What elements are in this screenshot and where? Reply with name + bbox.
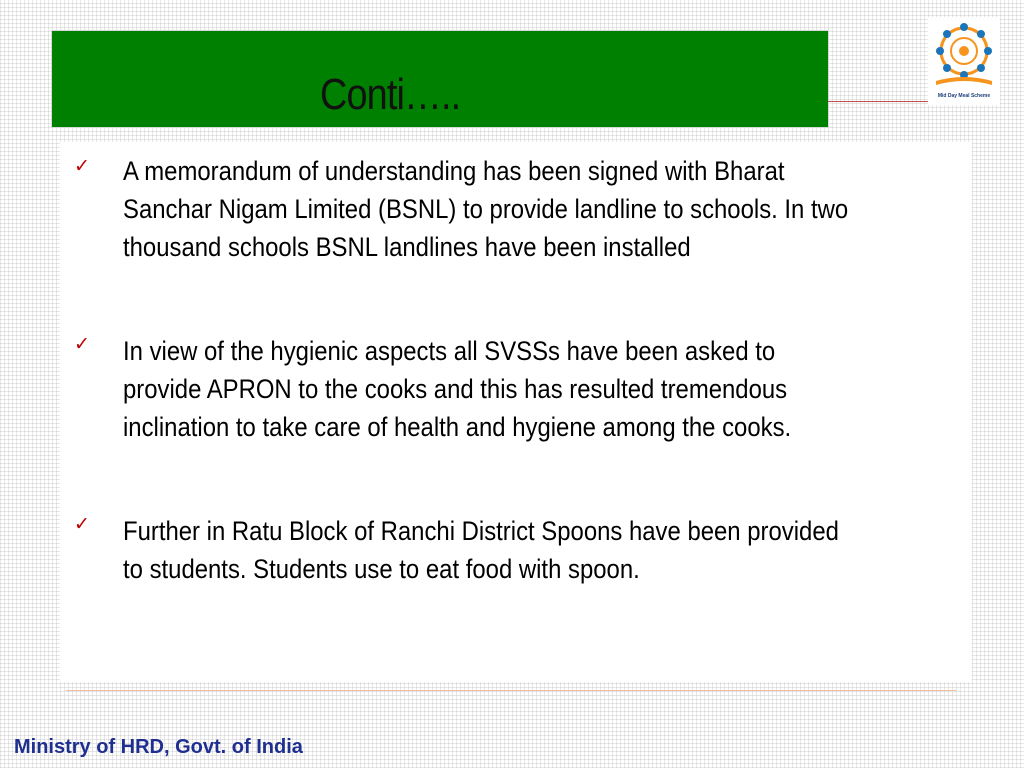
bullet-text-1: A memorandum of understanding has been signed with Bharat Sanchar Nigam Limited (BSNL) to provide landline to schools. In two thousand schools BSNL landlines have been installed: [123, 156, 849, 262]
logo-emblem: [928, 17, 1000, 93]
footer-text: Ministry of HRD, Govt. of India: [14, 736, 303, 758]
mid-day-meal-logo-icon: [928, 17, 1000, 105]
bottom-divider: [66, 690, 956, 691]
bullet-text-2: In view of the hygienic aspects all SVSSs have been asked to provide APRON to the cooks and this has resulted tremendous inclination to take care of health and hygiene among the cooks.: [123, 336, 792, 442]
bullet-text-3: Further in Ratu Block of Ranchi District Spoons have been provided to students. Students use to eat food with spoon.: [123, 516, 839, 584]
logo-caption: Mid Day Meal Scheme: [937, 93, 991, 99]
checkmark-icon: ✓: [74, 514, 90, 535]
title-divider: [828, 101, 928, 102]
checkmark-icon: ✓: [74, 334, 90, 355]
slide-title: Conti…..: [320, 70, 461, 119]
checkmark-icon: ✓: [74, 156, 90, 177]
